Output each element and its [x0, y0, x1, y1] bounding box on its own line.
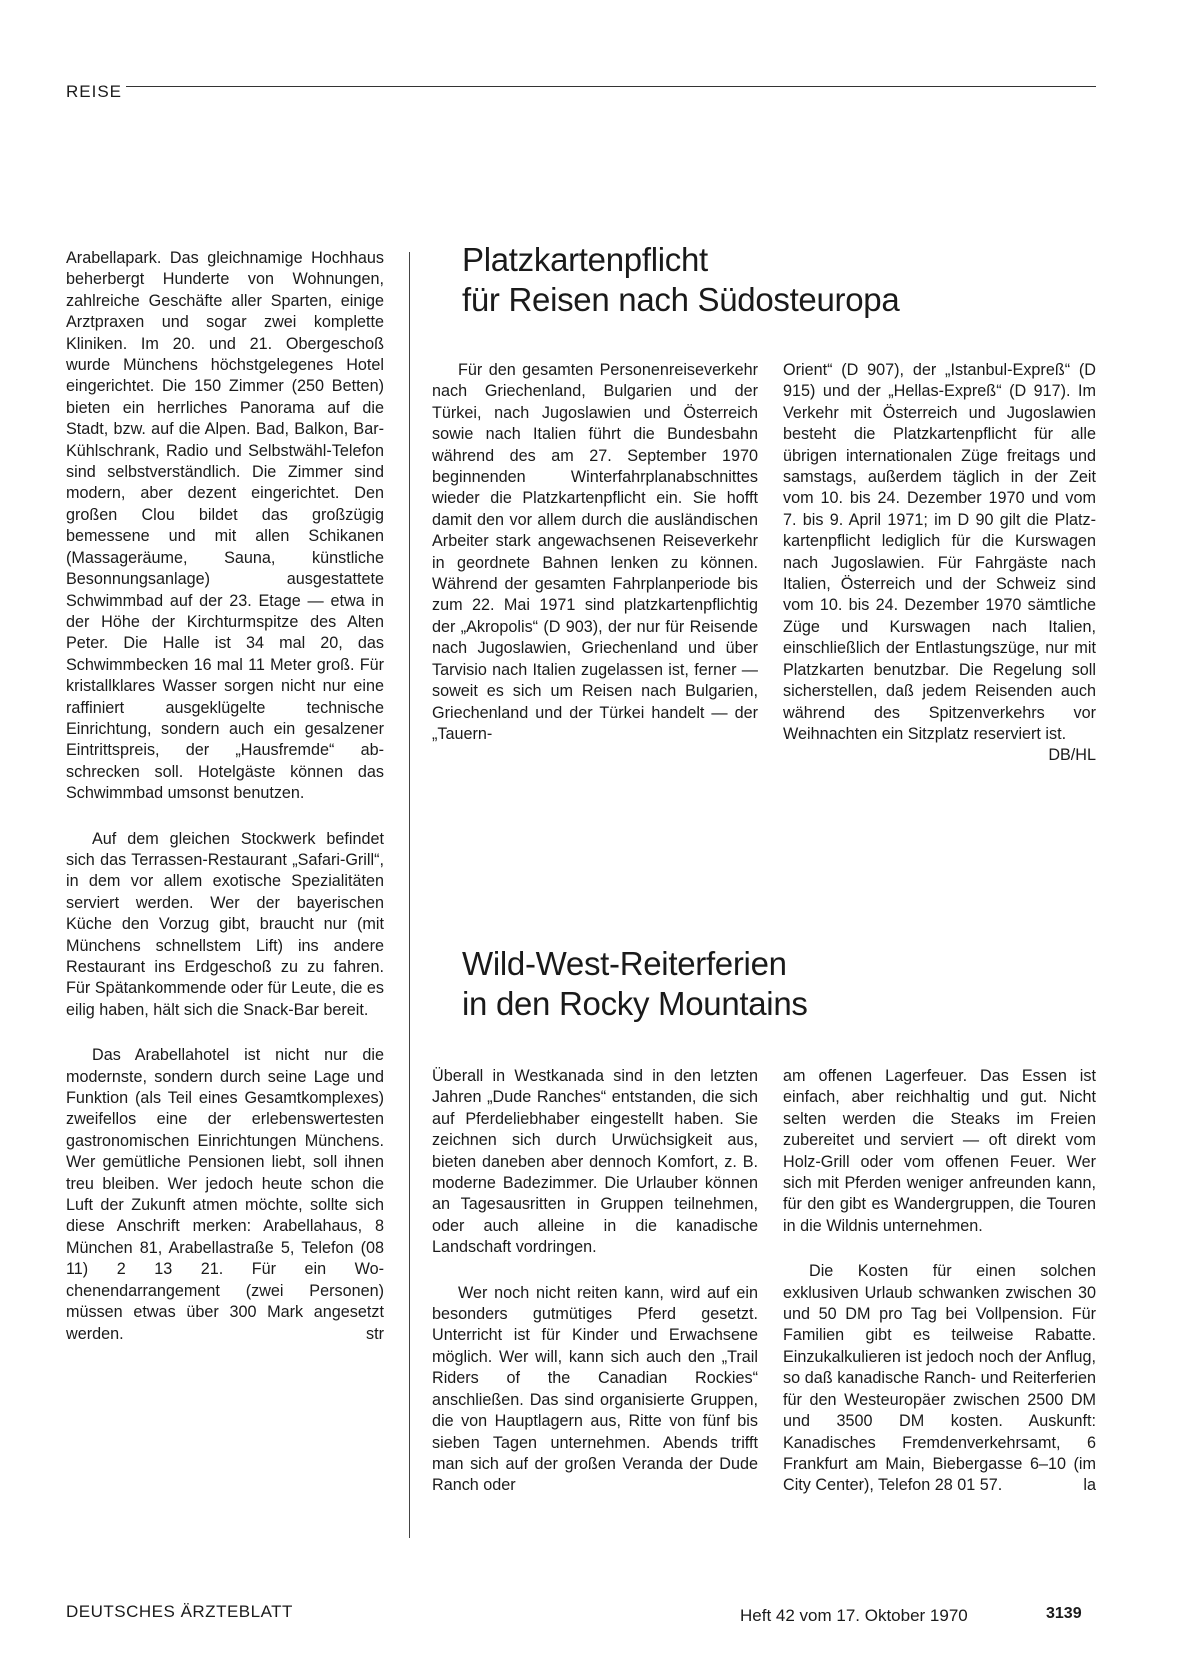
left-paragraph-1: Arabellapark. Das gleichnamige Hochhaus beherbergt Hunderte von Wohnungen, zahlreiche Geschäfte aller Sparten, einige Arztpraxen und sogar zwei komplette Kliniken. Im 20. und 21. Obergeschoß wurde Münchens höchstgelegenes Hotel eingerichtet. Die 150 Zimmer (250 Betten) bieten ein herrliches Panorama auf die Stadt, bzw. auf die Alpen. Bad, Balkon, Bar-Kühlschrank, Radio und Selbstwähl-Telefon sind selbstverständlich. Die Zimmer sind modern, aber dezent eingerichtet. Den großen Clou bildet das großzügig bemessene und mit allen Schikanen (Massageräume, Sauna, künstliche Besonnungsanlage) ausgestattete Schwimmbad auf der 23. Etage — etwa in der Höhe der Kirchturmspitze des Alten Peter. Die Halle ist 34 mal 20, das Schwimmbecken 16 mal 11 Meter groß. Für kristallklares Wasser sorgen nicht nur eine raffiniert ausgeklügelte technische Einrichtung, sondern auch ein gesalzener Eintrittspreis, der „Hausfremde“ abschrecken soll. Hotelgäste können das Schwimmbad umsonst benutzen. [66, 249, 384, 803]
article2-paragraph-1: Überall in Westkanada sind in den letzten Jahren „Dude Ranches“ entstanden, die sich auf Pferdeliebhaber eingestellt haben. Sie zeichnen sich durch Urwüchsigkeit aus, bieten daneben aber dennoch Komfort, z. B. moderne Badezimmer. Die Urlauber können an Tagesausritten in Gruppen teilnehmen, oder auch alleine in die kanadische Landschaft vordringen. [432, 1067, 758, 1257]
left-paragraph-2: Auf dem gleichen Stockwerk befindet sich das Terrassen-Restaurant „Safari-Grill“, in dem vor allem exotische Spezialitäten serviert werden. Wer der bayerischen Küche den Vorzug gibt, braucht nur (mit Münchens schnellstem Lift) ins andere Restaurant ins Erdgeschoß zu zu fahren. Für Spätankommende oder für Leute, die es eilig haben, hält sich die Snack-Bar bereit. [66, 829, 384, 1019]
footer-publication: DEUTSCHES ÄRZTEBLATT [66, 1602, 293, 1621]
article1-paragraph-a: Für den gesamten Personenreiseverkehr nach Griechenland, Bulgarien und der Türkei, nach Jugoslawien und Österreich sowie nach Italien führt die Bundesbahn während des am 27. September 1970 beginnenden Winterfahrplanabschnittes wieder die Platzkartenpflicht ein. Sie hofft damit den vor allem durch die ausländischen Arbeiter stark angewachsenen Reiseverkehr in geordnete Bahnen lenken zu können. Während der gesamten Fahrplanperiode bis zum 22. Mai 1971 sind platzkartenpflichtig der „Akropolis“ (D 903), der nur für Reisende nach Jugoslawien, Griechenland und über Tarvisio nach Italien zugelassen ist, ferner — soweit es sich um Reisen nach Bulgarien, Griechenland und der Türkei handelt — der „Tauern- [432, 361, 758, 743]
article1-paragraph-b [783, 360, 1096, 765]
left-signature: str [366, 1324, 384, 1343]
article2-headline-line2: in den Rocky Mountains [462, 985, 808, 1022]
article2-paragraph-2: Wer noch nicht reiten kann, wird auf ein besonders gutmütiges Pferd gesetzt. Unterricht ist für Kinder und Erwachsene möglich. Wer will, kann sich auch den „Trail Riders of the Canadian Rockies“ anschließen. Das sind organisierte Gruppen, die von Hauptlagern aus, Ritte von fünf bis sieben Tagen unternehmen. Abends trifft man sich auf der großen Veranda der Dude Ranch oder [432, 1283, 758, 1495]
page-number: 3139 [1046, 1605, 1082, 1622]
article1-column-b [783, 360, 1096, 767]
article2-paragraph-4 [783, 1261, 1096, 1496]
header-rule [126, 86, 1096, 87]
article1-signature: DB/HL [1048, 746, 1096, 765]
article2-headline [462, 944, 1082, 1024]
article2-headline-line1: Wild-West-Reiterferien [462, 945, 787, 982]
article2-paragraph-4-text: Die Kosten für einen solchen exklusiven Urlaub schwanken zwischen 30 und 50 DM pro Tag bei Vollpension. Für Familien gibt es teilweise Rabatte. Einzukalkulieren ist jedoch noch der Anflug, so daß kanadische Ranch- und Reiterferien für den Westeuropäer zwischen 2500 DM und 3500 DM kosten. Auskunft: Kanadisches Fremdenverkehrsamt, 6 Frankfurt am Main, Biebergasse 6–10 (im City Center), Telefon 28 01 57. [783, 1262, 1096, 1495]
left-paragraph-3-text: Das Arabellahotel ist nicht nur die modernste, sondern durch seine Lage und Funktion (als Teil eines Gesamtkomplexes) zweifellos eine der erlebenswertesten gastronomischen Einrichtungen Münchens. Wer gemütliche Pensionen liebt, soll ihnen treu bleiben. Wer jedoch heute schon die Luft der Zukunft atmen möchte, sollte sich diese Anschrift merken: Arabellahaus, 8 München 81, Arabellastraße 5, Telefon (08 11) 2 13 21. Für ein Wochenendarrangement (zwei Personen) müssen etwas über 300 Mark angesetzt werden. [66, 1046, 384, 1343]
article2-signature: la [1083, 1476, 1096, 1495]
article1-headline [462, 240, 1082, 320]
article1-headline-line1: Platzkartenpflicht [462, 241, 708, 278]
article1-headline-line2: für Reisen nach Südosteuropa [462, 281, 900, 318]
article2-paragraph-3: am offenen Lagerfeuer. Das Essen ist einfach, aber reichhaltig und gut. Nicht selten werden die Steaks im Freien zubereitet und serviert — oft direkt vom Holz-Grill oder vom offenen Feuer. Wer sich mit Pferden weniger anfreunden kann, für den gibt es Wandergruppen, die Touren in die Wildnis unternehmen. [783, 1067, 1096, 1235]
section-label: REISE [66, 82, 123, 101]
article1-paragraph-b-text: Orient“ (D 907), der „Istanbul-Expreß“ (D 915) und der „Hellas-Expreß“ (D 917). Im Verkehr mit Österreich und Jugoslawien besteht die Platzkartenpflicht für alle übrigen internationalen Züge freitags und samstags, außerdem täglich in der Zeit vom 10. bis 24. Dezember 1970 und vom 7. bis 9. April 1971; im D 90 gilt die Platzkartenpflicht lediglich für die Kurswagen nach Jugoslawien. Für Fahrgäste nach Italien, Österreich und der Schweiz sind vom 10. bis 24. Dezember 1970 sämtliche Züge und Kurswagen nach Italien, einschließlich der Entlastungszüge, nur mit Platzkarten benutzbar. Die Regelung soll sicherstellen, daß jedem Reisenden auch während des Spitzenverkehrs vor Weihnachten ein Sitzplatz reserviert ist. [783, 361, 1096, 743]
article1-column-a [432, 360, 758, 745]
column-divider [409, 252, 410, 1538]
footer-issue: Heft 42 vom 17. Oktober 1970 [740, 1606, 968, 1625]
left-column [66, 248, 384, 1345]
article2-column-b [783, 1066, 1096, 1497]
article2-column-a [432, 1066, 758, 1497]
left-paragraph-3 [66, 1045, 384, 1345]
